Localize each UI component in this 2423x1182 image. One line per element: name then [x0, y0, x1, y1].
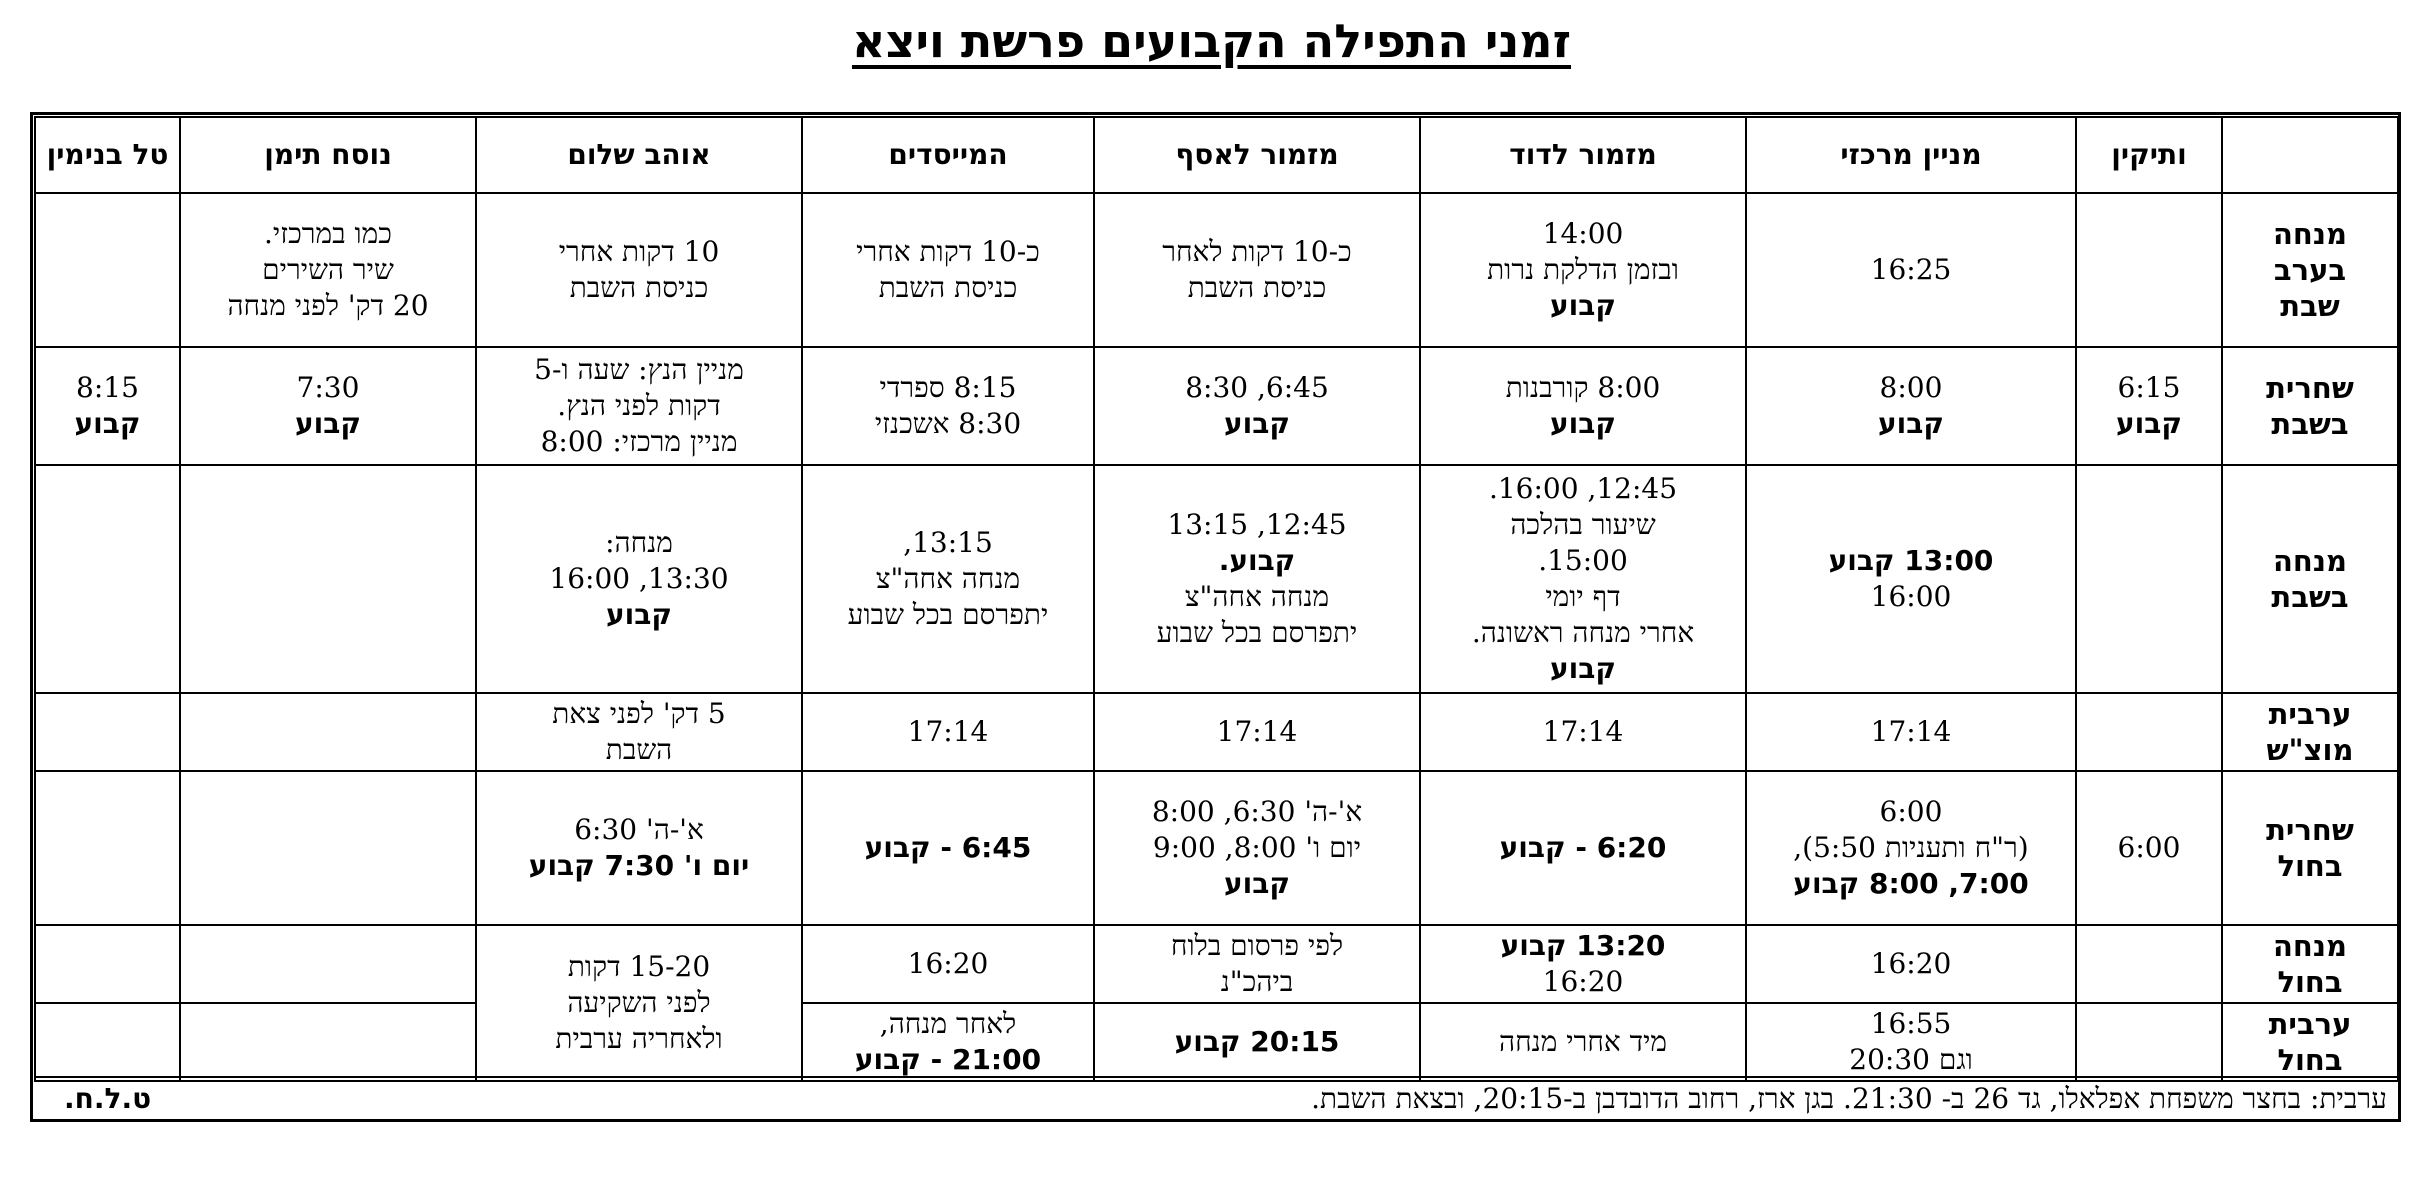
cell-line: כניסת השבת	[878, 271, 1018, 304]
cell-line: קבוע	[1550, 289, 1616, 322]
table-cell	[2076, 347, 2222, 465]
cell-line: לפי פרסום בלוח	[1170, 929, 1344, 962]
cell-line: קבוע	[1224, 867, 1290, 900]
table-cell	[2076, 693, 2222, 771]
table-cell	[476, 693, 802, 771]
table-cell	[35, 925, 180, 1003]
table-row	[35, 925, 2398, 1003]
table-row	[35, 193, 2398, 347]
header-corner	[2222, 117, 2398, 193]
table-cell	[35, 465, 180, 693]
cell-line: השבת	[605, 733, 673, 766]
table-cell	[1746, 1003, 2076, 1081]
table-cell	[802, 465, 1094, 693]
cell-line: 13:15,	[903, 526, 993, 559]
header-merkazi: מניין מרכזי	[1746, 117, 2076, 193]
cell-line: 8:15 ספרדי	[879, 371, 1017, 404]
cell-line: מניין הנץ: שעה ו-5	[534, 353, 744, 386]
table-cell	[180, 925, 476, 1003]
cell-line: (ר"ח ותעניות 5:50),	[1793, 831, 2029, 864]
cell-line: ערבית	[2268, 697, 2352, 731]
cell-line: 17:14	[1216, 715, 1298, 748]
table-cell	[180, 693, 476, 771]
cell-line: קבוע	[1224, 407, 1290, 440]
table-cell	[1094, 1003, 1420, 1081]
header-tal-binyamin: טל בנימין	[35, 117, 180, 193]
header-ledavid: מזמור לדוד	[1420, 117, 1746, 193]
table-cell	[476, 925, 802, 1081]
cell-line: 13:30, 16:00	[549, 562, 729, 595]
table-row	[35, 347, 2398, 465]
row-label	[2222, 193, 2398, 347]
cell-line: לפני השקיעה	[567, 986, 711, 1019]
cell-line: לאחר מנחה,	[879, 1007, 1017, 1040]
footer-signature: ט.ל.ח.	[64, 1082, 152, 1115]
table-cell	[1746, 771, 2076, 925]
cell-line: דקות לפני הנץ.	[557, 389, 721, 422]
cell-line: יום ו' 8:00, 9:00	[1152, 831, 1362, 864]
cell-line: אחרי מנחה ראשונה.	[1471, 616, 1695, 649]
cell-line: 15-20 דקות	[567, 950, 711, 983]
table-cell	[1746, 193, 2076, 347]
table-cell	[2076, 1003, 2222, 1081]
table-cell	[35, 347, 180, 465]
table-cell	[476, 465, 802, 693]
cell-line: 17:14	[907, 715, 989, 748]
cell-line: 6:45, 8:30	[1185, 371, 1329, 404]
cell-line: מנחה	[2273, 929, 2347, 963]
header-row	[35, 117, 2398, 193]
table-cell	[1746, 693, 2076, 771]
cell-line: קבוע	[1878, 407, 1944, 440]
table-cell	[802, 1003, 1094, 1081]
cell-line: קבוע	[606, 598, 672, 631]
cell-line: 6:00	[2117, 831, 2181, 864]
table-cell	[1420, 347, 1746, 465]
row-label	[2222, 465, 2398, 693]
cell-line: מנחה אחה"צ	[875, 562, 1021, 595]
cell-line: א'-ה' 6:30	[574, 813, 704, 846]
cell-line: ביהכ"נ	[1220, 965, 1294, 998]
table-cell	[802, 193, 1094, 347]
table-cell	[2076, 771, 2222, 925]
cell-line: 13:00 קבוע	[1828, 544, 1994, 577]
cell-line: 17:14	[1542, 715, 1624, 748]
header-leasaf: מזמור לאסף	[1094, 117, 1420, 193]
cell-line: 10 דקות אחרי	[558, 235, 720, 268]
cell-line: 8:00 קורבנות	[1505, 371, 1661, 404]
cell-line: 6:45 - קבוע	[864, 831, 1032, 864]
cell-line: וגם 20:30	[1849, 1043, 1973, 1076]
cell-line: 17:14	[1870, 715, 1952, 748]
header-vatikin: ותיקין	[2076, 117, 2222, 193]
cell-line: מניין מרכזי: 8:00	[540, 425, 738, 458]
table-cell	[2076, 465, 2222, 693]
footer-note	[34, 1076, 2397, 1120]
cell-line: 20:15 קבוע	[1174, 1025, 1340, 1058]
row-label	[2222, 1003, 2398, 1081]
cell-line: קבוע	[295, 407, 361, 440]
cell-line: כ-10 דקות אחרי	[856, 235, 1040, 268]
table-cell	[180, 193, 476, 347]
cell-line: מנחה:	[605, 526, 673, 559]
table-cell	[802, 771, 1094, 925]
cell-line: קבוע	[1550, 652, 1616, 685]
table-cell	[1420, 1003, 1746, 1081]
cell-line: 13:20 קבוע	[1500, 929, 1666, 962]
cell-line: ולאחריה ערבית	[555, 1022, 723, 1055]
cell-line: 7:30	[296, 371, 360, 404]
cell-line: מנחה	[2273, 217, 2347, 251]
cell-line: 20 דק' לפני מנחה	[227, 289, 429, 322]
table-cell	[802, 693, 1094, 771]
table-row	[35, 465, 2398, 693]
cell-line: כמו במרכזי.	[264, 217, 392, 250]
cell-line: 8:00	[1879, 371, 1943, 404]
cell-line: מוצ"ש	[2266, 733, 2354, 767]
table-cell	[2076, 925, 2222, 1003]
footer-text: ערבית: בחצר משפחת אפלאלו, גד 26 ב- 21:30. בגן ארז, רחוב הדובדבן ב-20:15, ובצאת השבת.	[1311, 1082, 2387, 1115]
table-cell	[1420, 693, 1746, 771]
cell-line: בשבת	[2271, 407, 2349, 441]
cell-line: דף יומי	[1545, 580, 1621, 613]
table-cell	[476, 193, 802, 347]
table-cell	[802, 347, 1094, 465]
row-label	[2222, 771, 2398, 925]
header-nusach-teiman: נוסח תימן	[180, 117, 476, 193]
table-cell	[1094, 193, 1420, 347]
cell-line: שבת	[2280, 289, 2340, 323]
cell-line: 6:00	[1879, 795, 1943, 828]
table-cell	[476, 347, 802, 465]
cell-line: 8:30 אשכנזי	[874, 407, 1022, 440]
cell-line: 8:15	[76, 371, 139, 404]
cell-line: בחול	[2277, 849, 2343, 883]
cell-line: 15:00.	[1538, 544, 1628, 577]
cell-line: קבוע	[2116, 407, 2182, 440]
cell-line: שיר השירים	[262, 253, 394, 286]
cell-line: כניסת השבת	[1187, 271, 1327, 304]
cell-line: א'-ה' 6:30, 8:00	[1151, 795, 1363, 828]
cell-line: שחרית	[2266, 371, 2354, 405]
table-row	[35, 1003, 2398, 1081]
cell-line: 14:00	[1542, 217, 1624, 250]
cell-line: שיעור בהלכה	[1510, 508, 1656, 541]
cell-line: 7:00, 8:00 קבוע	[1793, 867, 2029, 900]
table-cell	[1746, 925, 2076, 1003]
table-cell	[1094, 925, 1420, 1003]
cell-line: 16:55	[1870, 1007, 1952, 1040]
row-label	[2222, 693, 2398, 771]
table-cell	[1420, 193, 1746, 347]
cell-line: 12:45, 16:00.	[1488, 472, 1678, 505]
cell-line: 16:20	[907, 947, 989, 980]
cell-line: כ-10 דקות לאחר	[1162, 235, 1352, 268]
cell-line: 6:15	[2117, 371, 2181, 404]
cell-line: קבוע	[1550, 407, 1616, 440]
table-cell	[1746, 465, 2076, 693]
cell-line: כניסת השבת	[569, 271, 709, 304]
cell-line: יתפרסם בכל שבוע	[847, 598, 1049, 631]
table-cell	[35, 693, 180, 771]
table-cell	[1094, 347, 1420, 465]
cell-line: 16:20	[1542, 965, 1624, 998]
table-cell	[2076, 193, 2222, 347]
table-cell	[35, 193, 180, 347]
prayer-times-table	[34, 116, 2399, 1082]
cell-line: קבוע	[74, 407, 141, 440]
table-cell	[476, 771, 802, 925]
table-cell	[180, 1003, 476, 1081]
row-label	[2222, 347, 2398, 465]
cell-line: 16:20	[1870, 947, 1952, 980]
table-cell	[1094, 771, 1420, 925]
cell-line: 16:25	[1870, 253, 1952, 286]
cell-line: קבוע.	[1218, 544, 1296, 577]
cell-line: 21:00 - קבוע	[854, 1043, 1042, 1076]
table-cell	[1746, 347, 2076, 465]
cell-line: מנחה אחה"צ	[1184, 580, 1330, 613]
table-cell	[1420, 465, 1746, 693]
table-cell	[35, 771, 180, 925]
cell-line: בחול	[2277, 965, 2343, 999]
cell-line: שחרית	[2266, 813, 2354, 847]
table-cell	[180, 347, 476, 465]
table-cell	[35, 1003, 180, 1081]
cell-line: 5 דק' לפני צאת	[552, 697, 726, 730]
table-row	[35, 693, 2398, 771]
cell-line: מנחה	[2273, 544, 2347, 578]
cell-line: 12:45, 13:15	[1167, 508, 1347, 541]
cell-line: בערב	[2273, 253, 2347, 287]
row-label	[2222, 925, 2398, 1003]
header-ohev-shalom: אוהב שלום	[476, 117, 802, 193]
table-cell	[1094, 465, 1420, 693]
cell-line: יתפרסם בכל שבוע	[1156, 616, 1358, 649]
table-row	[35, 771, 2398, 925]
cell-line: ערבית	[2268, 1007, 2352, 1041]
table-cell	[180, 771, 476, 925]
cell-line: יום ו' 7:30 קבוע	[528, 849, 750, 882]
cell-line: בשבת	[2271, 580, 2349, 614]
table-cell	[1420, 771, 1746, 925]
cell-line: בחול	[2277, 1043, 2343, 1077]
cell-line: ובזמן הדלקת נרות	[1487, 253, 1679, 286]
table-cell	[802, 925, 1094, 1003]
cell-line: 16:00	[1870, 580, 1952, 613]
cell-line: 6:20 - קבוע	[1499, 831, 1667, 864]
table-cell	[180, 465, 476, 693]
table-cell	[1420, 925, 1746, 1003]
table-cell	[1094, 693, 1420, 771]
header-meyasdim: המייסדים	[802, 117, 1094, 193]
page-title: זמני התפילה הקבועים פרשת ויצא	[851, 14, 1572, 68]
cell-line: מיד אחרי מנחה	[1498, 1025, 1668, 1058]
